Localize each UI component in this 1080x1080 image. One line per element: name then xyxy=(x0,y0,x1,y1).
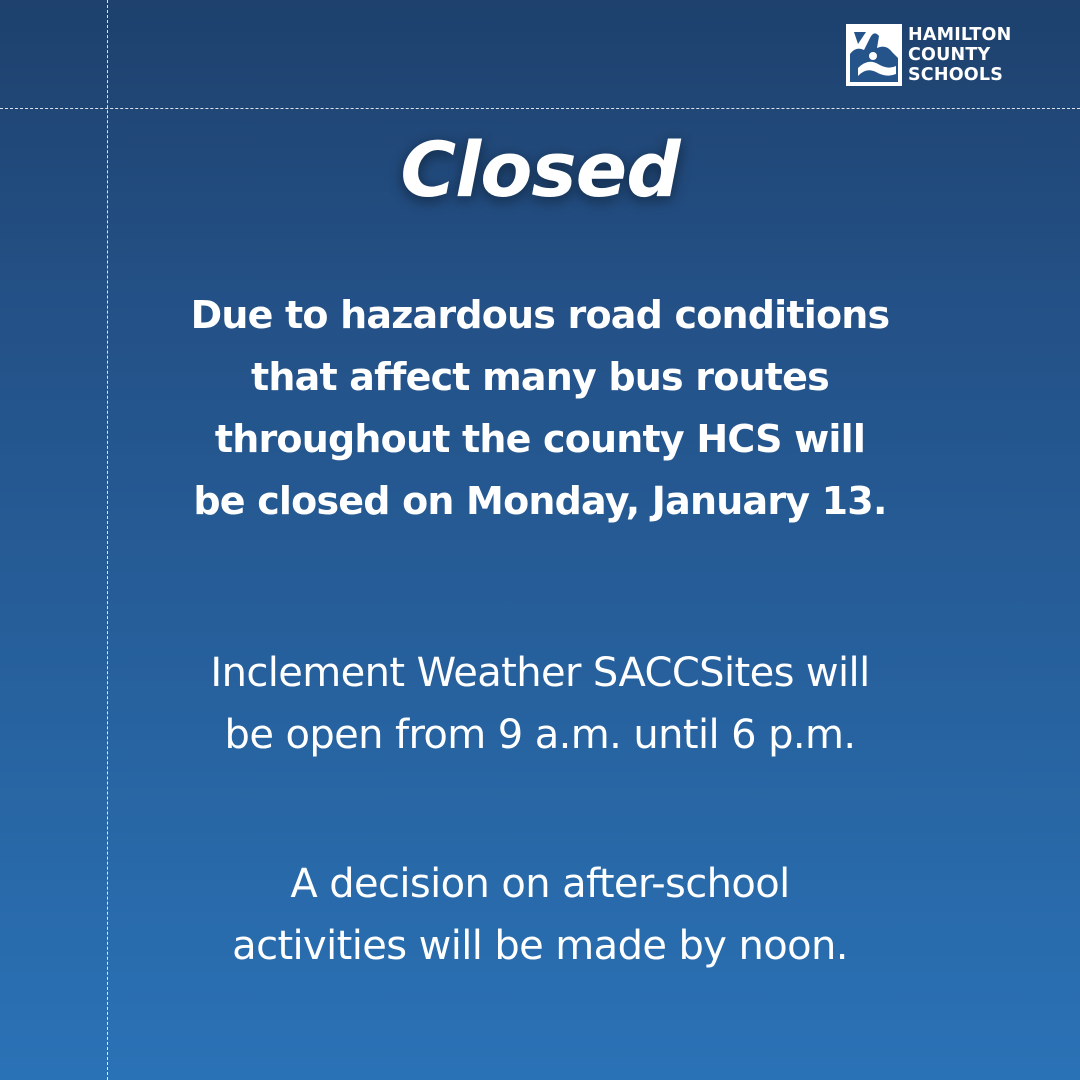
page-title: Closed xyxy=(400,125,680,214)
logo-line-1: HAMILTON xyxy=(908,25,1012,45)
closure-line-2: that affect many bus routes xyxy=(251,355,829,399)
closure-line-4: be closed on Monday, January 13. xyxy=(193,479,887,523)
activities-line-1: A decision on after-school xyxy=(290,861,790,907)
hamilton-county-schools-logo-icon xyxy=(846,24,902,86)
logo-wordmark xyxy=(908,25,1011,85)
closure-notice xyxy=(0,284,1080,532)
school-logo xyxy=(846,24,1011,86)
logo-line-3: SCHOOLS xyxy=(908,65,1004,85)
activities-notice xyxy=(0,853,1080,977)
logo-line-2: COUNTY xyxy=(908,45,991,65)
horizontal-dashed-guide xyxy=(0,108,1080,109)
activities-line-2: activities will be made by noon. xyxy=(232,923,848,969)
closure-line-1: Due to hazardous road conditions xyxy=(190,293,890,337)
sacc-line-1: Inclement Weather SACCSites will xyxy=(210,650,870,696)
sacc-line-2: be open from 9 a.m. until 6 p.m. xyxy=(224,712,856,758)
sacc-notice xyxy=(0,642,1080,766)
closure-line-3: throughout the county HCS will xyxy=(214,417,866,461)
